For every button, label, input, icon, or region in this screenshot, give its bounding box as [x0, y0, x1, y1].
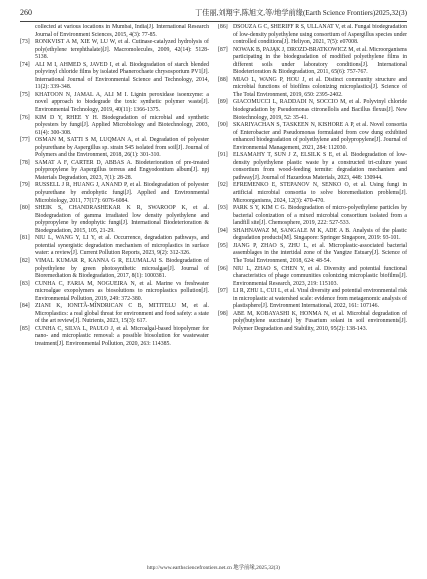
- reference-number: [96]: [218, 265, 228, 272]
- reference-entry: [218, 77, 407, 100]
- reference-entry: [218, 228, 407, 243]
- reference-entry: [218, 47, 407, 77]
- header-rule: [20, 21, 407, 22]
- reference-entry: [20, 182, 209, 205]
- reference-text: PARK S Y, KIM C G. Biodegradation of micro-polyethylene particles by bacterial colonization of a mixed microbial consortium isolated from a landfill site[J]. Chemosphere, 2019, 222: 527-533.: [233, 205, 407, 227]
- reference-entry: [218, 243, 407, 266]
- reference-text: CUNHA C, SILVA L, PAULO J, et al. Microalgal-based biopolymer for nano- and microplastic removal: a possible biosolution for wastewater treatment[J]. Environmental Pollution, 2020, 263: 114385.: [35, 325, 209, 347]
- reference-number: [82]: [20, 257, 30, 264]
- reference-entry: [218, 99, 407, 122]
- reference-text: SHAHNAWAZ M, SANGALE M K, ADE A B. Analysis of the plastic degradation products[M]. Singapore: Springer Singapore, 2019: 93-101.: [233, 227, 407, 242]
- reference-entry: [20, 303, 209, 326]
- reference-number: [84]: [20, 303, 30, 310]
- reference-number: [95]: [218, 242, 228, 249]
- reference-text: SAMAT A F, CARTER D, ABBAS A. Biodeterioration of pre-treated polypropylene by Aspergillus terreus and Engyodontium album[J]. npj Materials Degradation, 2023, 7(1): 28-28.: [35, 159, 209, 181]
- reference-number: [75]: [20, 91, 30, 98]
- page-header: [20, 6, 407, 20]
- reference-number: [93]: [218, 205, 228, 212]
- reference-entry: [20, 258, 209, 281]
- reference-number: [80]: [20, 205, 30, 212]
- reference-number: [88]: [218, 76, 228, 83]
- references-body: [20, 24, 407, 559]
- reference-entry: [218, 122, 407, 152]
- reference-text: KHATOON N, JAMAL A, ALI M I. Lignin peroxidase isoenzyme: a novel approach to biodegrade the toxic synthetic polymer waste[J]. Environmental Technology, 2019, 40(11): 1366-1375.: [35, 91, 209, 114]
- right-column: [218, 24, 407, 559]
- reference-number: [78]: [20, 159, 30, 166]
- reference-number: [91]: [218, 152, 228, 159]
- reference-entry: [218, 266, 407, 289]
- reference-text: ELSAMAHY T, SUN J Z, ELSILK S E, et al. Biodegradation of low-density polyethylene plastic waste by a constructed tri-culture yeast consortium from wood-feeding termite: degradation mechanism and pathway[J]. Journal of Hazardous Materials, 2023, 448: 130944.: [233, 152, 407, 181]
- reference-text: RUSSELL J R, HUANG J, ANAND P, et al. Biodegradation of polyester polyurethane by endophytic fungi[J]. Applied and Environmental Microbiology, 2011, 77(17): 6076-6084.: [35, 182, 209, 204]
- reference-text: LI R, ZHU L, CUI L, et al. Viral diversity and potential environmental risk in microplastic at watershed scale: evidence from metagenomic analysis of plastisphere[J]. Environment International, 2022, 161: 107146.: [233, 288, 407, 310]
- reference-number: [87]: [218, 46, 228, 53]
- reference-entry: [218, 182, 407, 205]
- reference-number: [98]: [218, 310, 228, 317]
- reference-entry: [218, 152, 407, 182]
- reference-entry: [218, 288, 407, 311]
- page-number: 260: [20, 8, 32, 17]
- reference-text: JIANG P, ZHAO S, ZHU L, et al. Microplastic-associated bacterial assemblages in the intertidal zone of the Yangtze Estuary[J]. Science of The Total Environment, 2018, 624: 48-54.: [233, 242, 407, 264]
- reference-entry: [20, 235, 209, 258]
- reference-text: ABE M, KOBAYASHI K, HONMA N, et al. Microbial degradation of poly(butylene succinate) by Fusarium solani in soil environments[J]. Polymer Degradation and Stability, 2010, 95(2): 138-143.: [233, 310, 407, 332]
- reference-number: [85]: [20, 325, 30, 332]
- reference-text: NIU L, WANG Y, LI Y, et al. Occurrence, degradation pathways, and potential synergistic degradation mechanism of microplastics in surface water: a review[J]. Current Pollution Reports, 2023, 9(2): 312-326.: [35, 235, 209, 257]
- reference-number: [73]: [20, 39, 30, 46]
- reference-number: [86]: [218, 24, 228, 30]
- left-column: [20, 24, 209, 559]
- reference-entry: [20, 281, 209, 304]
- reference-text: EFREMENKO E, STEPANOV N, SENKO O, et al. Using fungi in artificial microbial consortia to solve bioremediation problems[J]. Microorganisms, 2024, 12(3): 470-470.: [233, 182, 407, 204]
- reference-text: RONKVIST A M, XIE W, LU W, et al. Cutinase-catalyzed hydrolysis of poly(ethylene terephthalate)[J]. Macromolecules, 2009, 42(14): 5128-5138.: [35, 39, 209, 61]
- reference-text: KIM D Y, RHEE Y H. Biodegradation of microbial and synthetic polyesters by fungi[J]. Applied Microbiology and Biotechnology, 2003, 61(4): 300-308.: [35, 114, 209, 136]
- reference-entry: [20, 137, 209, 160]
- reference-text: GIACOMUCCI L, RADDADI N, SOCCIO M, et al. Polyvinyl chloride biodegradation by Pseudomonas citronellolis and Bacillus flexus[J]. New Biotechnology, 2019, 52: 35-41.: [233, 99, 407, 121]
- reference-number: [79]: [20, 182, 30, 189]
- reference-text: OSMAN M, SATTI S M, LUQMAN A, et al. Degradation of polyester polyurethane by Aspergillus sp. strain S45 isolated from soil[J]. Journal of Polymers and the Environment, 2018, 26(1): 301-310.: [35, 137, 209, 159]
- reference-text: collected at various locations in Mumbai, India[J]. International Research Journal of Environment Sciences, 2015, 4(3): 77-85.: [35, 24, 209, 38]
- reference-number: [77]: [20, 137, 30, 144]
- reference-entry: [20, 39, 209, 62]
- reference-number: [97]: [218, 288, 228, 295]
- reference-number: [89]: [218, 99, 228, 106]
- reference-entry: [20, 160, 209, 183]
- reference-number: [83]: [20, 280, 30, 287]
- reference-number: [76]: [20, 114, 30, 121]
- reference-number: [90]: [218, 122, 228, 129]
- reference-entry: [20, 92, 209, 115]
- reference-number: [81]: [20, 235, 30, 242]
- journal-running-title: 丁佳丽,刘翔宇,陈旭文,等/地学前缘(Earth Science Frontiers)2025,32(3): [194, 9, 407, 17]
- reference-text: VIMAL KUMAR R, KANNA G R, ELUMALAI S. Biodegradation of polyethylene by green photosynthetic microalgae[J]. Journal of Bioremediation & Biodegradation, 2017, 8(1): 1000381.: [35, 257, 209, 280]
- reference-text: SKARIYACHAN S, TASKEEN N, KISHORE A P, et al. Novel consortia of Enterobacter and Pseudomonas formulated from cow dung exhibited enhanced biodegradation of polyethylene and polypropylene[J]. Journal of Environmental Management, 2021, 284: 112030.: [233, 122, 407, 151]
- reference-text: NOWAK B, PAJĄK J, DROZD-BRATKOWICZ M, et al. Microorganisms participating in the biodegradation of modified polyethylene films in different soils under laboratory conditions[J]. International Biodeterioration & Biodegradation, 2011, 65(6): 757-767.: [233, 46, 407, 76]
- reference-entry: [218, 311, 407, 334]
- reference-number: [92]: [218, 182, 228, 189]
- reference-text: MIAO L, WANG P, HOU J, et al. Distinct community structure and microbial functions of biofilms colonizing microplastics[J]. Science of The Total Environment, 2019, 650: 2395-2402.: [233, 76, 407, 98]
- reference-text: DSOUZA G C, SHERIFF R S, ULLANAT V, et al. Fungal biodegradation of low-density polyethylene using consortium of Aspergillus species under controlled conditions[J]. Heliyon, 2021, 7(5): e07008.: [233, 24, 407, 46]
- reference-text: SHEIK S, CHANDRASHEKAR K R, SWAROOP K, et al. Biodegradation of gamma irradiated low density polyethylene and polypropylene by endophytic fungi[J]. International Biodeterioration & Biodegradation, 2015, 105, 21-29.: [35, 205, 209, 234]
- reference-entry: [20, 62, 209, 92]
- page-footer: http://www.earthsciencefrontiers.net.cn 地学前缘,2025,32(3): [147, 565, 280, 571]
- reference-text: CUNHA C, FARIA M, NOGUEIRA N, et al. Marine vs freshwater microalgae exopolymers as biosolutions to microplastics pollution[J]. Environmental Pollution, 2019, 249: 372-380.: [35, 280, 209, 302]
- reference-number: [94]: [218, 227, 228, 234]
- reference-number: [74]: [20, 61, 30, 68]
- reference-text: ZIANI K, IONITĂ-MÎNDRICAN C B, MITITELU M, et al. Microplastics: a real global threat for environment and food safety: a state of the art review[J]. Nutrients, 2023, 15(3): 617.: [35, 303, 209, 325]
- reference-entry: [218, 24, 407, 47]
- reference-entry: [20, 24, 209, 39]
- reference-entry: [20, 205, 209, 235]
- reference-text: NIU L, ZHAO S, CHEN Y, et al. Diversity and potential functional characteristics of phage communities colonizing microplastic biofilms[J]. Environmental Research, 2023, 219: 115103.: [233, 265, 407, 287]
- reference-entry: [20, 326, 209, 349]
- reference-entry: [218, 205, 407, 228]
- reference-text: ALI M I, AHMED S, JAVED I, et al. Biodegradation of starch blended polyvinyl chloride films by isolated Phanerochaete chrysosporium PV1[J]. International Journal of Environmental Science and Technology, 2014, 11(2): 339-348.: [35, 61, 209, 91]
- reference-entry: [20, 115, 209, 138]
